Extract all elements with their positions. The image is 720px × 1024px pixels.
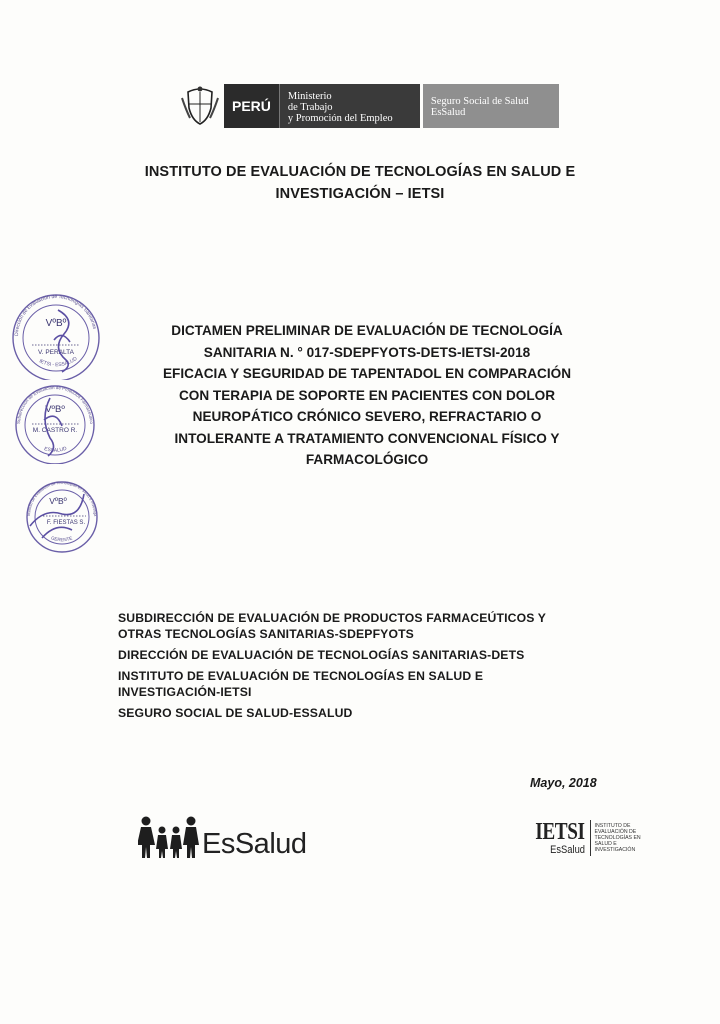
dictamen-title-line: EFICACIA Y SEGURIDAD DE TAPENTADOL EN COMPARACIÓN	[162, 366, 572, 381]
subdirections-block	[118, 610, 618, 721]
subdirection-line: INVESTIGACIÓN-IETSI	[118, 685, 252, 699]
peru-coat-of-arms-icon	[180, 84, 220, 128]
ietsi-desc-line: SALUD E	[594, 841, 617, 847]
institute-title-line: INSTITUTO DE EVALUACIÓN DE TECNOLOGÍAS EN SALUD E	[144, 164, 576, 180]
family-figures-icon	[138, 815, 200, 859]
ietsi-desc-line: EVALUACIÓN DE	[594, 829, 637, 835]
subdirection-line: OTRAS TECNOLOGÍAS SANITARIAS-SDEPFYOTS	[118, 627, 414, 641]
dictamen-title-line: NEUROPÁTICO CRÓNICO SEVERO, REFRACTARIO O	[192, 409, 542, 424]
subdirection-line: SEGURO SOCIAL DE SALUD-ESSALUD	[118, 706, 353, 720]
dictamen-title-line: DICTAMEN PRELIMINAR DE EVALUACIÓN DE TECNOLOGÍA	[171, 323, 563, 338]
subdirection-line: INSTITUTO DE EVALUACIÓN DE TECNOLOGÍAS EN SALUD E	[118, 669, 484, 683]
ietsi-wordmark: IETSI	[535, 819, 585, 845]
ietsi-desc-line: TECNOLOGÍAS EN	[594, 835, 641, 841]
stamp-name: M. CASTRO R.	[32, 427, 78, 434]
peru-label: PERÚ	[224, 84, 279, 128]
svg-text:ESSALUD	[43, 446, 68, 454]
ietsi-desc-line: INSTITUTO DE	[594, 823, 631, 829]
ietsi-essalud-sub: EsSalud	[549, 844, 585, 856]
stamp-ring-text: GERENTE	[50, 535, 73, 543]
ministerio-line: de Trabajo	[287, 101, 333, 113]
government-header-banner	[180, 84, 559, 128]
document-date: Mayo, 2018	[530, 776, 597, 790]
dictamen-title-line: FARMACOLÓGICO	[305, 452, 429, 467]
stamp-name: V. PERALTA	[37, 349, 75, 356]
essalud-wordmark: EsSalud	[202, 828, 307, 860]
institute-title	[60, 161, 660, 205]
ministerio-line: Ministerio	[287, 90, 332, 102]
stamp-vobo: VºBº	[45, 318, 67, 329]
stamp-ring-text: Instituto de Evaluación de Tecnologías en Salud e Investiga	[26, 480, 98, 517]
subdirection-line: SUBDIRECCIÓN DE EVALUACIÓN DE PRODUCTOS FARMACEÚTICOS Y	[118, 611, 547, 625]
stamp-ring-text: ESSALUD	[43, 445, 68, 454]
seguro-social-label	[423, 84, 559, 128]
ietsi-description	[591, 820, 641, 856]
stamp-vobo: VºBº	[49, 496, 67, 506]
approval-stamp-castro	[10, 382, 100, 469]
seguro-social-line: EsSalud	[430, 107, 466, 118]
stamp-ring-text: Dirección de Evaluación de Tecnologías Sanitarias	[13, 293, 98, 337]
institute-title-line: INVESTIGACIÓN – IETSI	[275, 186, 445, 202]
seguro-social-line: Seguro Social de Salud	[430, 96, 529, 107]
ietsi-wordmark-block	[523, 820, 591, 856]
stamp-name: F. FIESTAS S.	[46, 520, 86, 526]
ietsi-desc-line: INVESTIGACIÓN	[594, 847, 636, 853]
svg-text:GERENTE	[50, 535, 72, 542]
dictamen-title-line: SANITARIA N. ° 017-SDEPFYOTS-DETS-IETSI-2018	[203, 344, 531, 360]
essalud-logo	[138, 815, 307, 859]
ministerio-line: y Promoción del Empleo	[287, 112, 393, 124]
subdirection-line: DIRECCIÓN DE EVALUACIÓN DE TECNOLOGÍAS SANITARIAS-DETS	[118, 648, 525, 662]
dictamen-title-line: CON TERAPIA DE SOPORTE EN PACIENTES CON DOLOR	[178, 387, 556, 403]
approval-stamp-peralta	[6, 290, 106, 385]
dictamen-title-line: INTOLERANTE A TRATAMIENTO CONVENCIONAL FÍSICO Y	[174, 430, 560, 446]
stamp-ring-text: Subdirección de Evaluación de Productos Farmacéutico	[15, 384, 95, 425]
approval-stamp-fiestas	[22, 478, 102, 559]
stamp-vobo: VºBº	[45, 404, 65, 415]
svg-text:Dirección de Evaluación de Tec	[14, 294, 97, 336]
stamp-ring-text: IETSI - ESSALUD	[38, 355, 79, 369]
dictamen-title	[128, 320, 606, 471]
ministerio-label	[279, 84, 420, 128]
ietsi-logo	[523, 820, 641, 856]
